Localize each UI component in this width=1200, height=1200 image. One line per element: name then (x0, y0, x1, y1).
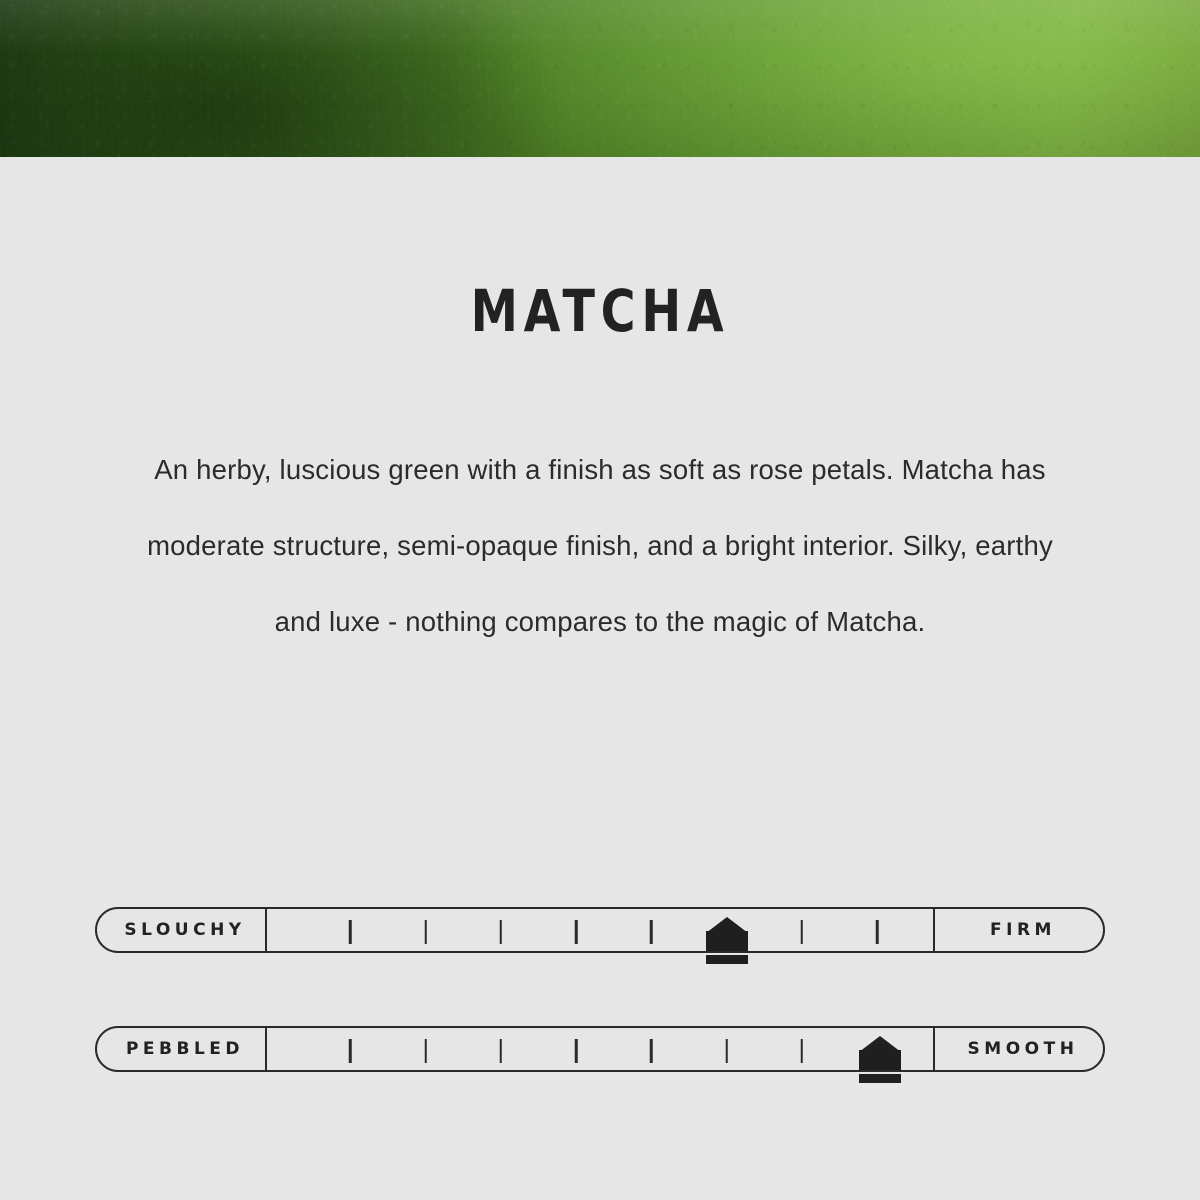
structure-scale-marker (706, 917, 748, 964)
scale-tick (801, 1039, 804, 1063)
texture-scale-ticks (267, 1028, 933, 1070)
scale-tick (500, 1039, 503, 1063)
marker-pointer-icon (859, 1036, 901, 1070)
matcha-leather-swatch (0, 0, 1200, 157)
marker-bar (859, 1074, 901, 1083)
texture-scale-marker (859, 1036, 901, 1083)
texture-scale (95, 1026, 1105, 1072)
scale-tick (349, 1039, 352, 1063)
scale-tick (650, 1039, 653, 1063)
texture-scale-right-label: SMOOTH (933, 1028, 1103, 1070)
marker-pointer-icon (706, 917, 748, 951)
scale-tick (876, 920, 879, 944)
scale-tick (575, 1039, 578, 1063)
scale-tick (650, 920, 653, 944)
product-description: An herby, luscious green with a finish as soft as rose petals. Matcha has moderate structure, semi-opaque finish, and a bright interior. Silky, earthy and luxe - nothing compares to the magic of Matcha. (147, 454, 1053, 637)
marker-body (706, 931, 748, 951)
scale-tick (424, 920, 427, 944)
structure-scale (95, 907, 1105, 953)
leather-sheen-overlay (0, 0, 1200, 157)
structure-scale-right-label: FIRM (933, 909, 1103, 951)
scale-tick (575, 920, 578, 944)
page-title: MATCHA (470, 277, 730, 345)
scale-tick (349, 920, 352, 944)
scale-tick (801, 920, 804, 944)
texture-scale-left-label: PEBBLED (97, 1028, 267, 1070)
marker-bar (706, 955, 748, 964)
scale-tick (500, 920, 503, 944)
marker-body (859, 1050, 901, 1070)
structure-scale-ticks (267, 909, 933, 951)
structure-scale-left-label: SLOUCHY (97, 909, 267, 951)
scale-tick (424, 1039, 427, 1063)
scale-tick (725, 1039, 728, 1063)
